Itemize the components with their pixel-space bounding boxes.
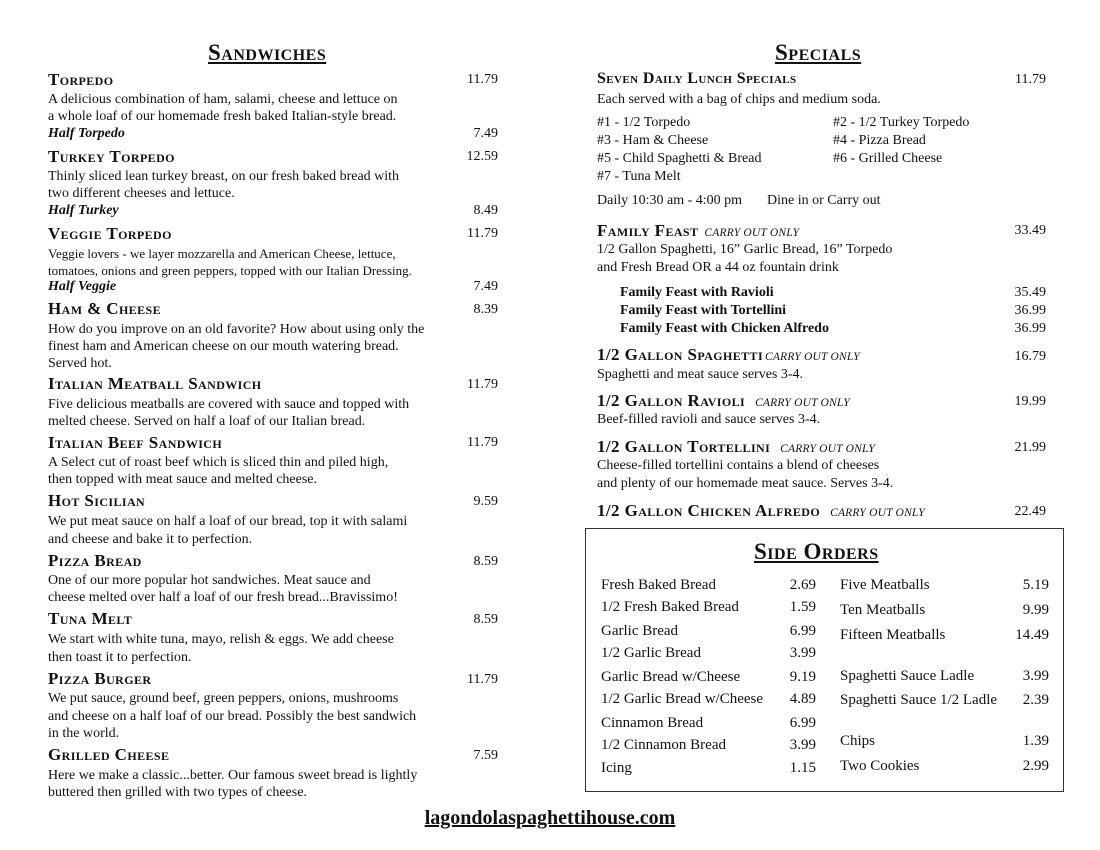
item-desc-line: two different cheeses and lettuce.: [48, 186, 235, 201]
item-name: [597, 391, 850, 411]
lunch-option: #5 - Child Spaghetti & Bread: [597, 151, 762, 166]
item-title: 1/2 Gallon Tortellini: [597, 437, 771, 456]
item-desc-line: How do you improve on an old favorite? How about using only the: [48, 322, 425, 337]
feast-variant-price: 36.99: [1014, 321, 1046, 336]
item-price: 8.39: [473, 302, 498, 317]
side-price: 2.99: [1022, 758, 1049, 774]
side-price: 3.99: [1022, 668, 1049, 684]
item-price: 11.79: [467, 72, 498, 87]
lunch-option: #3 - Ham & Cheese: [597, 133, 709, 148]
side-item: Garlic Bread w/Cheese: [601, 669, 741, 685]
item-desc-line: We put sauce, ground beef, green peppers, onions, mushrooms: [48, 691, 399, 706]
item-desc-line: Cheese-filled tortellini contains a blend of cheeses: [597, 458, 880, 473]
item-desc-line: Veggie lovers - we layer mozzarella and American Cheese, lettuce,: [48, 246, 396, 261]
half-name: Half Turkey: [48, 203, 119, 218]
item-name: Italian Beef Sandwich: [48, 433, 223, 452]
item-name: Ham & Cheese: [48, 299, 161, 318]
carry-out-note: CARRY OUT ONLY: [780, 443, 875, 455]
side-price: 3.99: [789, 737, 816, 753]
side-item: Five Meatballs: [840, 577, 930, 593]
item-desc-line: finest ham and American cheese on our mouth watering bread.: [48, 339, 399, 354]
item-price: 16.79: [1014, 349, 1046, 364]
item-price: 11.79: [467, 226, 498, 241]
lunch-option: #2 - 1/2 Turkey Torpedo: [833, 115, 970, 130]
item-desc-line: melted cheese. Served on half a loaf of our Italian bread.: [48, 414, 366, 429]
item-desc-line: 1/2 Gallon Spaghetti, 16” Garlic Bread, 16” Torpedo: [597, 242, 893, 257]
item-desc-line: and plenty of our homemade meat sauce. Serves 3-4.: [597, 476, 894, 491]
side-price: 2.69: [789, 577, 816, 593]
carry-out-note: CARRY OUT ONLY: [755, 397, 850, 409]
carry-out-note: CARRY OUT ONLY: [704, 227, 800, 239]
item-price: 19.99: [1014, 394, 1046, 409]
feast-variant: Family Feast with Ravioli: [620, 285, 774, 300]
item-desc-line: buttered then grilled with two types of cheese.: [48, 785, 307, 800]
side-orders-title: Side Orders: [754, 539, 879, 564]
item-price: 21.99: [1014, 440, 1046, 455]
half-name: Half Veggie: [48, 279, 117, 294]
carry-out-note: CARRY OUT ONLY: [830, 507, 925, 519]
item-name: Pizza Bread: [48, 551, 142, 570]
item-price: 11.79: [467, 672, 498, 687]
side-price: 2.39: [1022, 692, 1049, 708]
side-item: 1/2 Garlic Bread: [601, 645, 701, 661]
item-desc-line: Five delicious meatballs are covered with sauce and topped with: [48, 397, 410, 412]
side-item: Garlic Bread: [601, 623, 679, 639]
side-price: 5.19: [1022, 577, 1049, 593]
item-name: [597, 501, 925, 521]
item-price: 33.49: [1014, 223, 1046, 238]
side-item: 1/2 Garlic Bread w/Cheese: [601, 691, 764, 707]
item-desc-line: Each served with a bag of chips and medium soda.: [597, 92, 881, 107]
side-price: 9.19: [789, 669, 816, 685]
half-price: 7.49: [473, 279, 498, 294]
item-name: [597, 345, 860, 365]
item-price: 22.49: [1014, 504, 1046, 519]
side-price: 1.59: [789, 599, 816, 615]
side-item: Ten Meatballs: [840, 602, 926, 618]
item-name: Turkey Torpedo: [48, 147, 175, 166]
item-name: Italian Meatball Sandwich: [48, 374, 262, 393]
lunch-option: #6 - Grilled Cheese: [833, 151, 943, 166]
item-desc-line: Served hot.: [48, 356, 112, 371]
item-name: [597, 221, 799, 241]
item-name: Pizza Burger: [48, 669, 152, 688]
item-name: [597, 437, 875, 457]
side-item: Chips: [840, 733, 876, 749]
side-price: 6.99: [789, 623, 816, 639]
item-name: Torpedo: [48, 70, 114, 89]
item-desc-line: cheese melted over half a loaf of our fresh bread...Bravissimo!: [48, 590, 398, 605]
side-price: 1.39: [1022, 733, 1049, 749]
item-desc-line: and Fresh Bread OR a 44 oz fountain drink: [597, 260, 839, 275]
item-price: 12.59: [466, 149, 498, 164]
item-desc-line: and cheese and bake it to perfection.: [48, 532, 253, 547]
side-item: Cinnamon Bread: [601, 715, 704, 731]
item-name: Hot Sicilian: [48, 491, 146, 510]
item-name: Veggie Torpedo: [48, 224, 172, 243]
item-price: 11.79: [467, 435, 498, 450]
side-item: Spaghetti Sauce 1/2 Ladle: [840, 692, 998, 708]
item-price: 11.79: [1015, 72, 1046, 87]
feast-variant-price: 35.49: [1014, 285, 1046, 300]
side-price: 6.99: [789, 715, 816, 731]
feast-variant-price: 36.99: [1014, 303, 1046, 318]
item-price: 9.59: [473, 494, 498, 509]
half-price: 7.49: [473, 126, 498, 141]
feast-variant: Family Feast with Tortellini: [620, 303, 787, 318]
item-name: Grilled Cheese: [48, 745, 170, 764]
item-title: 1/2 Gallon Spaghetti: [597, 345, 764, 364]
side-price: 1.15: [789, 760, 816, 776]
item-desc-line: a whole loaf of our homemade fresh baked Italian-style bread.: [48, 109, 397, 124]
side-item: 1/2 Fresh Baked Bread: [601, 599, 739, 615]
item-desc-line: One of our more popular hot sandwiches. Meat sauce and: [48, 573, 371, 588]
side-item: Fifteen Meatballs: [840, 627, 946, 643]
side-item: Spaghetti Sauce Ladle: [840, 668, 975, 684]
lunch-hours: Daily 10:30 am - 4:00 pm: [597, 193, 743, 208]
item-desc-line: A delicious combination of ham, salami, cheese and lettuce on: [48, 92, 398, 107]
carry-out-note: CARRY OUT ONLY: [765, 351, 860, 363]
side-price: 3.99: [789, 645, 816, 661]
item-desc-line: We start with white tuna, mayo, relish & eggs. We add cheese: [48, 632, 394, 647]
website-link[interactable]: lagondolaspaghettihouse.com: [424, 807, 676, 829]
feast-variant: Family Feast with Chicken Alfredo: [620, 321, 829, 336]
lunch-option: #1 - 1/2 Torpedo: [597, 115, 691, 130]
half-name: Half Torpedo: [48, 126, 125, 141]
side-price: 14.49: [1015, 627, 1049, 643]
sandwiches-title: Sandwiches: [208, 40, 327, 65]
item-name: Seven Daily Lunch Specials: [597, 70, 797, 87]
specials-title: Specials: [775, 40, 862, 65]
item-name: Tuna Melt: [48, 609, 133, 628]
item-price: 8.59: [473, 612, 498, 627]
side-price: 4.89: [789, 691, 816, 707]
item-title: 1/2 Gallon Chicken Alfredo: [597, 501, 821, 520]
item-desc-line: then toast it to perfection.: [48, 650, 192, 665]
item-price: 8.59: [473, 554, 498, 569]
lunch-option: #4 - Pizza Bread: [833, 133, 926, 148]
side-item: 1/2 Cinnamon Bread: [601, 737, 726, 753]
item-desc-line: We put meat sauce on half a loaf of our bread, top it with salami: [48, 514, 408, 529]
side-item: Two Cookies: [840, 758, 920, 774]
item-desc-line: Spaghetti and meat sauce serves 3-4.: [597, 367, 804, 382]
side-price: 9.99: [1022, 602, 1049, 618]
item-title: Family Feast: [597, 221, 699, 240]
item-desc-line: tomatoes, onions and green peppers, topped with our Italian Dressing.: [48, 263, 412, 278]
side-orders-box: [585, 528, 1064, 792]
item-desc-line: Thinly sliced lean turkey breast, on our fresh baked bread with: [48, 169, 400, 184]
item-title: 1/2 Gallon Ravioli: [597, 391, 746, 410]
item-desc-line: Here we make a classic...better. Our famous sweet bread is lightly: [48, 768, 418, 783]
item-desc-line: then topped with meat sauce and melted cheese.: [48, 472, 318, 487]
side-item: Icing: [601, 760, 632, 776]
item-desc-line: and cheese on a half loaf of our bread. Possibly the best sandwich: [48, 709, 417, 724]
item-desc-line: Beef-filled ravioli and sauce serves 3-4.: [597, 412, 821, 427]
lunch-service: Dine in or Carry out: [767, 193, 881, 208]
side-item: Fresh Baked Bread: [601, 577, 716, 593]
item-price: 7.59: [473, 748, 498, 763]
item-desc-line: in the world.: [48, 726, 120, 741]
lunch-option: #7 - Tuna Melt: [597, 169, 681, 184]
item-price: 11.79: [467, 377, 498, 392]
item-desc-line: A Select cut of roast beef which is sliced thin and piled high,: [48, 455, 389, 470]
half-price: 8.49: [473, 203, 498, 218]
